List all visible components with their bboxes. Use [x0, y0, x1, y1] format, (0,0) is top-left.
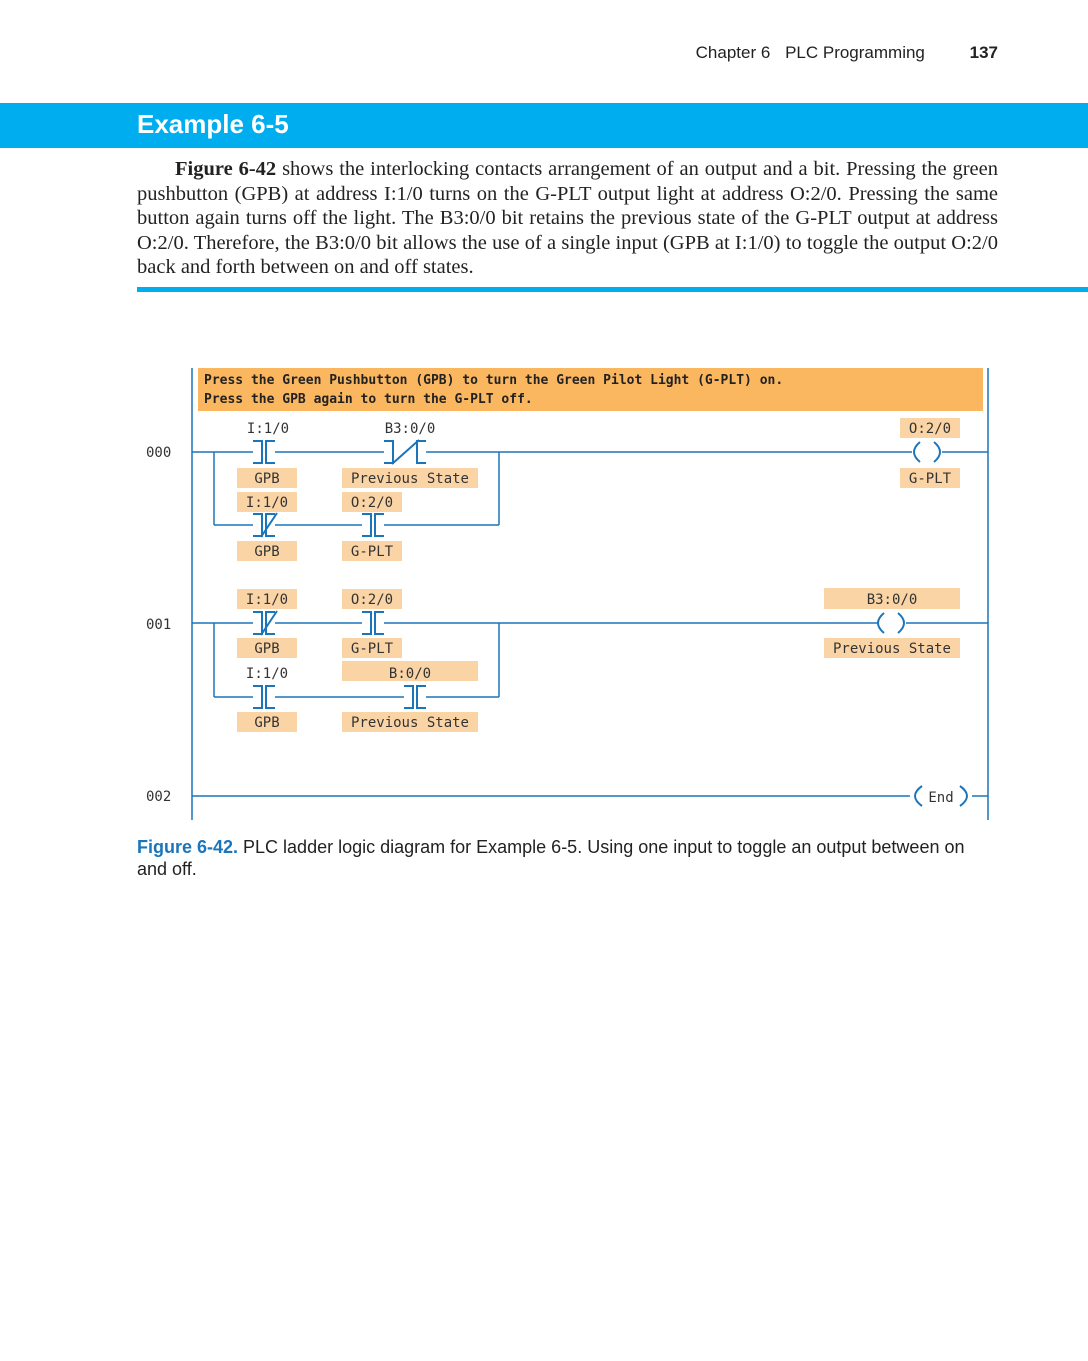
r1-branch2-address: B:0/0	[388, 666, 432, 682]
r1-branch1-address: I:1/0	[245, 666, 289, 682]
r1-branch2-label: Previous State	[350, 715, 470, 731]
figure-caption	[137, 836, 997, 880]
r1-contact2-label: G-PLT	[350, 641, 394, 657]
rung-number-000: 000	[146, 445, 172, 461]
r0-branch2-address: O:2/0	[350, 495, 394, 511]
end-label: End	[928, 790, 954, 806]
caption-label: Figure 6-42.	[137, 837, 239, 857]
example-title: Example 6-5	[137, 109, 289, 139]
note-line-1: Press the Green Pushbutton (GPB) to turn the Green Pilot Light (G-PLT) on.	[204, 373, 784, 388]
rung-000-wires	[192, 452, 988, 525]
example-paragraph	[137, 157, 998, 280]
rung-number-002: 002	[146, 789, 172, 805]
chapter-label: Chapter 6	[695, 43, 771, 62]
r0-contact1-label: GPB	[254, 471, 280, 487]
r0-branch1-nc	[253, 513, 277, 537]
page-number: 137	[969, 43, 998, 62]
section-rule	[137, 287, 1088, 292]
r0-contact2-label: Previous State	[350, 471, 470, 487]
figure-reference: Figure 6-42	[175, 158, 277, 180]
r1-output-coil	[878, 613, 904, 633]
r0-branch2-no	[362, 514, 384, 536]
paragraph-text: shows the interlocking contacts arrangement of an output and a bit. Pressing the green pushbutton (GPB) at address I:1/0 turns on the G-PLT output light at address O:2/0. Pressing the same button again turns off the light. The B3:0/0 bit retains the previous state of the G-PLT output at address O:2/0. Therefore, the B3:0/0 bit allows the use of a single input (GPB at I:1/0) to toggle the output O:2/0 back and forth between on and off states.	[137, 158, 998, 278]
r0-branch1-label: GPB	[254, 544, 280, 560]
r1-branch1-label: GPB	[254, 715, 280, 731]
r0-contact2-address: B3:0/0	[384, 421, 436, 437]
note-line-2: Press the GPB again to turn the G-PLT off.	[204, 392, 533, 407]
r1-coil-address: B3:0/0	[866, 592, 918, 608]
r1-contact2-no	[362, 612, 384, 634]
r0-contact1-no	[253, 441, 275, 463]
r0-contact2-nc	[384, 440, 426, 464]
chapter-title: PLC Programming	[785, 43, 925, 62]
r1-contact1-label: GPB	[254, 641, 280, 657]
r1-branch2-no	[404, 686, 426, 708]
r1-contact2-address: O:2/0	[350, 592, 394, 608]
r0-branch2-label: G-PLT	[350, 544, 394, 560]
running-head	[696, 43, 998, 63]
ladder-diagram	[130, 360, 1000, 830]
r0-contact1-address: I:1/0	[246, 421, 290, 437]
r0-branch1-address: I:1/0	[245, 495, 289, 511]
rung-number-001: 001	[146, 617, 172, 633]
r1-contact1-nc	[253, 611, 277, 635]
rung-001-wires	[192, 623, 988, 697]
r0-coil-address: O:2/0	[908, 421, 952, 437]
r0-coil-label: G-PLT	[908, 471, 952, 487]
r1-coil-label: Previous State	[832, 641, 952, 657]
r0-output-coil	[914, 442, 940, 462]
r1-branch1-no	[253, 686, 275, 708]
r1-contact1-address: I:1/0	[245, 592, 289, 608]
caption-text: PLC ladder logic diagram for Example 6-5. Using one input to toggle an output between on and off.	[137, 837, 965, 879]
